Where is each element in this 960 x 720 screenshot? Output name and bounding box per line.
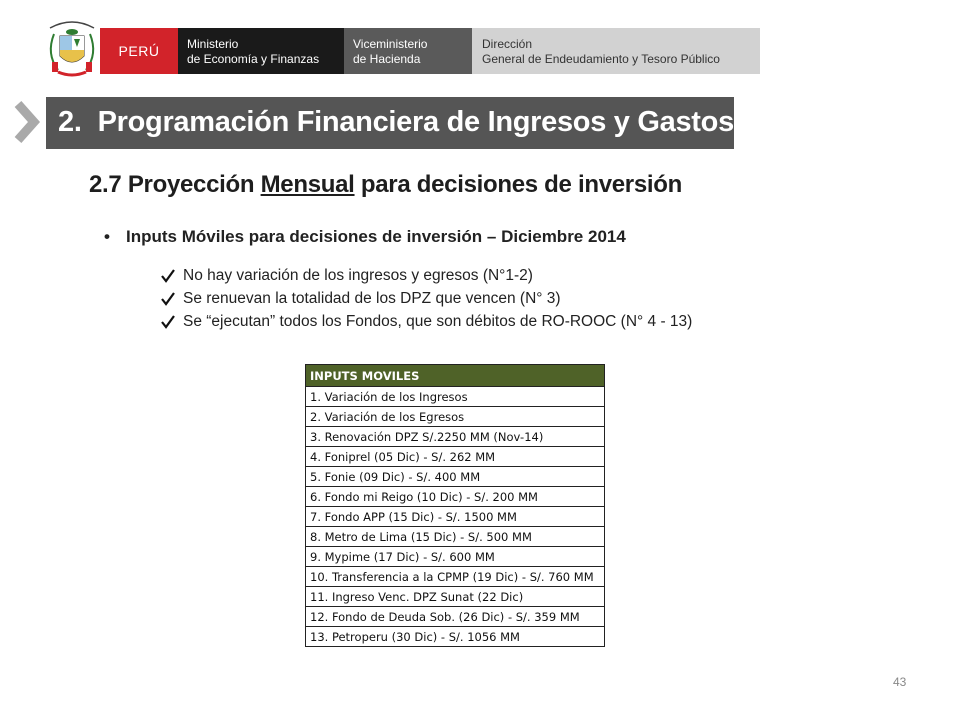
checkmark-icon xyxy=(161,292,175,306)
chevron-right-icon xyxy=(14,100,42,144)
check-item xyxy=(161,264,692,287)
bullet-dot-icon: • xyxy=(104,227,110,246)
header-direccion-line1: Dirección xyxy=(482,37,533,51)
peru-coat-of-arms-logo xyxy=(44,14,100,80)
table-cell: 4. Foniprel (05 Dic) - S/. 262 MM xyxy=(306,447,605,467)
table-row xyxy=(306,627,605,647)
subtitle-underlined-word: Mensual xyxy=(260,171,355,198)
check-item xyxy=(161,287,692,310)
table-header-row xyxy=(306,365,605,387)
subtitle-prefix: 2.7 Proyección xyxy=(89,171,261,198)
checkmark-icon xyxy=(161,269,175,283)
table-cell: 5. Fonie (09 Dic) - S/. 400 MM xyxy=(306,467,605,487)
table-row xyxy=(306,507,605,527)
header-ministerio-line1: Ministerio xyxy=(187,37,239,51)
check-item-text: Se renuevan la totalidad de los DPZ que vencen (N° 3) xyxy=(183,289,561,307)
table-row xyxy=(306,447,605,467)
header-viceministerio-tab xyxy=(344,28,472,74)
table-row xyxy=(306,467,605,487)
table-row xyxy=(306,547,605,567)
check-item-text: No hay variación de los ingresos y egresos (N°1-2) xyxy=(183,266,533,284)
table-cell: 10. Transferencia a la CPMP (19 Dic) - S/. 760 MM xyxy=(306,567,605,587)
table-cell: 13. Petroperu (30 Dic) - S/. 1056 MM xyxy=(306,627,605,647)
section-title: Programación Financiera de Ingresos y Gastos xyxy=(97,106,734,138)
check-item xyxy=(161,310,692,333)
section-title-bar xyxy=(46,97,734,149)
table-row xyxy=(306,587,605,607)
table-row xyxy=(306,527,605,547)
checkmark-icon xyxy=(161,315,175,329)
header-viceministerio-line1: Viceministerio xyxy=(353,37,428,51)
table-cell: 8. Metro de Lima (15 Dic) - S/. 500 MM xyxy=(306,527,605,547)
table-cell: 9. Mypime (17 Dic) - S/. 600 MM xyxy=(306,547,605,567)
table-cell: 1. Variación de los Ingresos xyxy=(306,387,605,407)
header-ministerio-line2: de Economía y Finanzas xyxy=(187,52,320,66)
header-peru-label: PERÚ xyxy=(118,43,160,59)
table-row xyxy=(306,407,605,427)
page-number: 43 xyxy=(893,675,907,689)
header-viceministerio-line2: de Hacienda xyxy=(353,52,421,66)
table-row xyxy=(306,567,605,587)
table-row xyxy=(306,607,605,627)
header-direccion-line2: General de Endeudamiento y Tesoro Público xyxy=(482,52,720,66)
table-cell: 7. Fondo APP (15 Dic) - S/. 1500 MM xyxy=(306,507,605,527)
table-cell: 6. Fondo mi Reigo (10 Dic) - S/. 200 MM xyxy=(306,487,605,507)
header-peru-tab xyxy=(100,28,178,74)
table-row xyxy=(306,427,605,447)
subtitle-suffix: para decisiones de inversión xyxy=(354,171,682,198)
table-header-cell: INPUTS MOVILES xyxy=(306,365,605,387)
table-cell: 12. Fondo de Deuda Sob. (26 Dic) - S/. 359 MM xyxy=(306,607,605,627)
inputs-moviles-table xyxy=(305,364,605,647)
table-cell: 11. Ingreso Venc. DPZ Sunat (22 Dic) xyxy=(306,587,605,607)
check-item-text: Se “ejecutan” todos los Fondos, que son débitos de RO-ROOC (N° 4 - 13) xyxy=(183,312,693,330)
checklist xyxy=(161,264,692,333)
page-subtitle xyxy=(89,171,682,199)
table-row xyxy=(306,387,605,407)
header-direccion-tab xyxy=(472,28,760,74)
table-row xyxy=(306,487,605,507)
bullet-text: Inputs Móviles para decisiones de inversión – Diciembre 2014 xyxy=(126,227,626,246)
header-ministerio-tab xyxy=(178,28,344,74)
bullet-item xyxy=(104,227,626,247)
table-cell: 3. Renovación DPZ S/.2250 MM (Nov-14) xyxy=(306,427,605,447)
section-number: 2. xyxy=(58,106,82,138)
table-cell: 2. Variación de los Egresos xyxy=(306,407,605,427)
